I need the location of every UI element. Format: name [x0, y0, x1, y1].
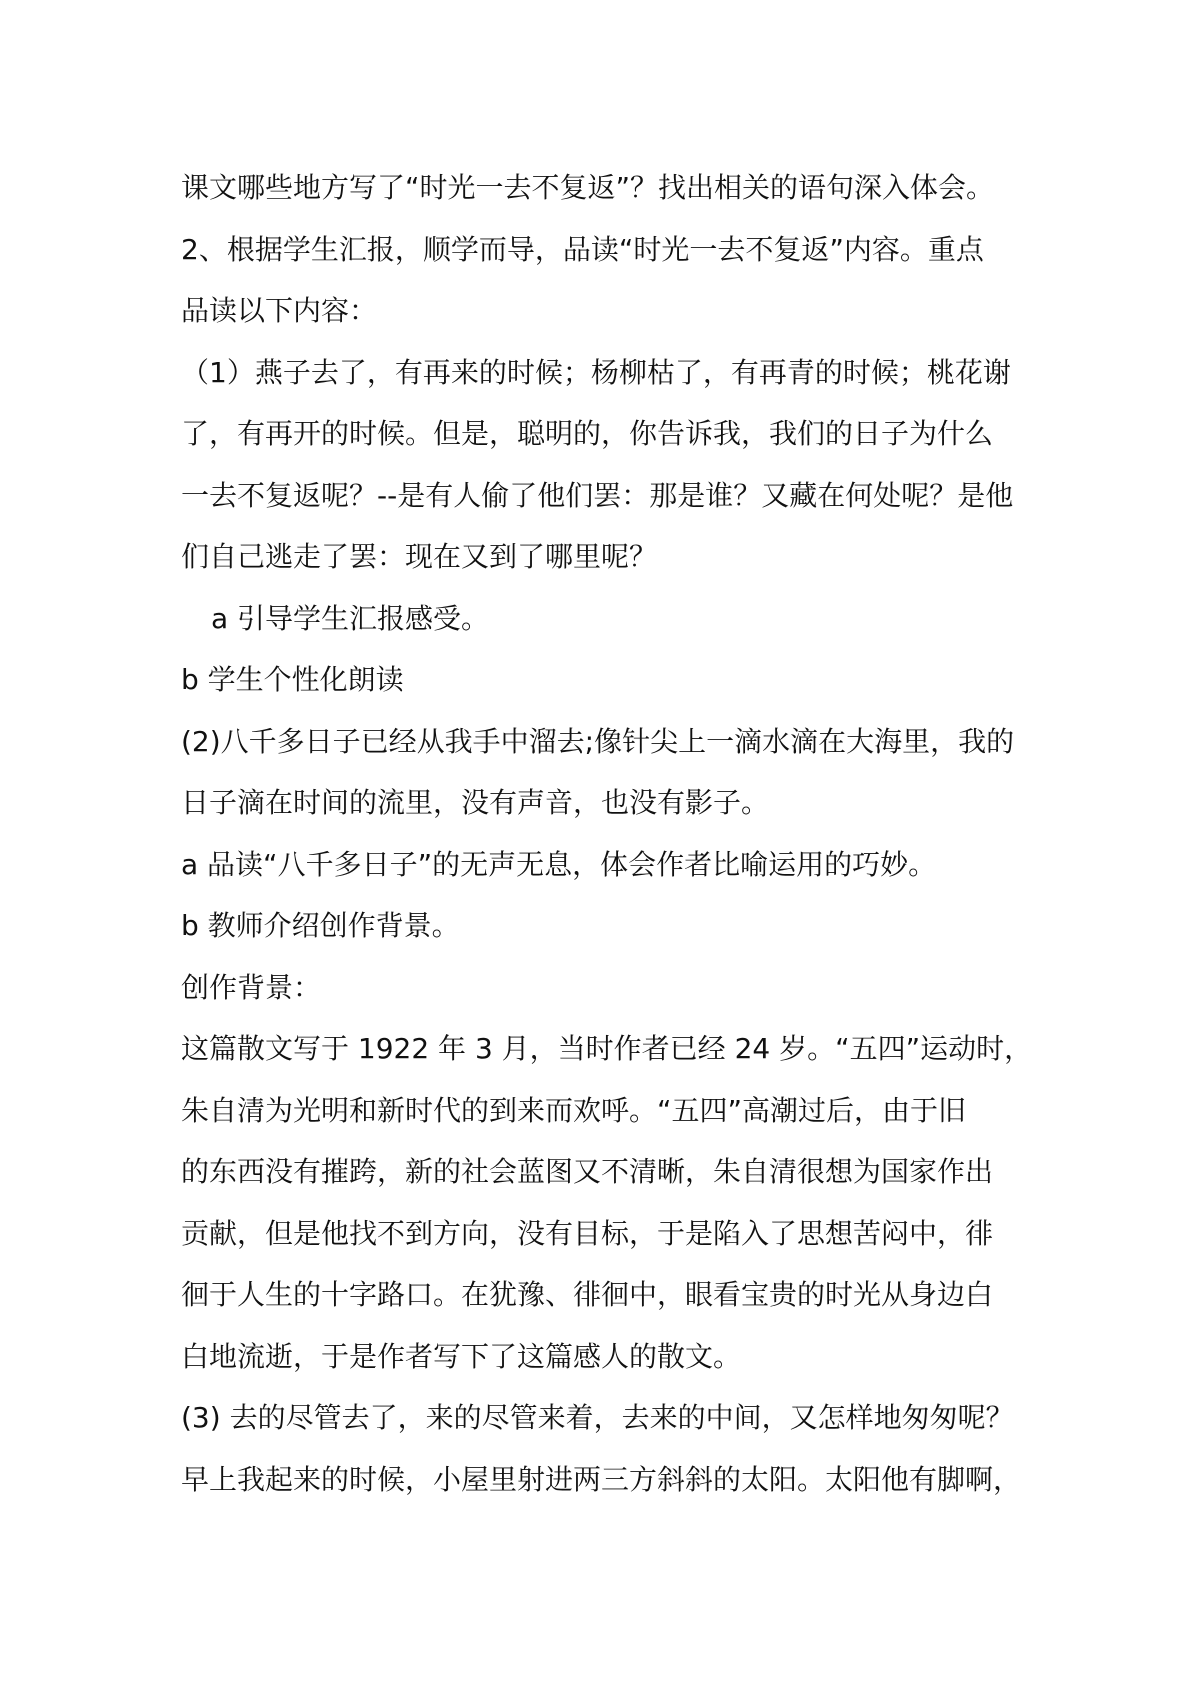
text-line: (2)八千多日子已经从我手中溜去;像针尖上一滴水滴在大海里，我的 — [181, 724, 1015, 758]
text-line: 这篇散文写于 1922 年 3 月，当时作者已经 24 岁。“五四”运动时， — [181, 1032, 1033, 1065]
text-line: 白地流逝，于是作者写下了这篇感人的散文。 — [181, 1339, 742, 1373]
text-line: 日子滴在时间的流里，没有声音，也没有影子。 — [181, 786, 770, 819]
document-body — [181, 157, 1041, 1510]
text-line: 课文哪些地方写了“时光一去不复返”？找出相关的语句深入体会。 — [181, 171, 995, 204]
text-line: （1）燕子去了，有再来的时候；杨柳枯了，有再青的时候；桃花谢 — [181, 355, 1011, 389]
text-line: a 品读“八千多日子”的无声无息，体会作者比喻运用的巧妙。 — [181, 847, 937, 881]
text-line: 徊于人生的十字路口。在犹豫、徘徊中，眼看宝贵的时光从身边白 — [181, 1278, 994, 1311]
text-line: a 引导学生汇报感受。 — [211, 601, 490, 635]
text-line: 创作背景： — [181, 970, 322, 1004]
text-line: (3) 去的尽管去了，来的尽管来着，去来的中间，又怎样地匆匆呢？ — [181, 1401, 1014, 1434]
text-line: 们自己逃走了罢：现在又到了哪里呢？ — [181, 540, 658, 573]
text-line: 了，有再开的时候。但是，聪明的，你告诉我，我们的日子为什么 — [181, 417, 994, 450]
text-line: b 教师介绍创作背景。 — [181, 909, 460, 942]
text-line: 早上我起来的时候，小屋里射进两三方斜斜的太阳。太阳他有脚啊， — [181, 1462, 1022, 1496]
text-line: 2、根据学生汇报，顺学而导，品读“时光一去不复返”内容。重点 — [181, 232, 984, 266]
text-line: b 学生个性化朗读 — [181, 663, 404, 696]
text-line: 的东西没有摧跨，新的社会蓝图又不清晰，朱自清很想为国家作出 — [181, 1155, 994, 1188]
text-line: 品读以下内容： — [181, 294, 378, 327]
text-line: 贡献，但是他找不到方向，没有目标，于是陷入了思想苦闷中，徘 — [181, 1216, 994, 1250]
text-line: 一去不复返呢？--是有人偷了他们罢：那是谁？又藏在何处呢？是他 — [181, 478, 1014, 512]
text-line: 朱自清为光明和新时代的到来而欢呼。“五四”高潮过后，由于旧 — [181, 1093, 967, 1127]
